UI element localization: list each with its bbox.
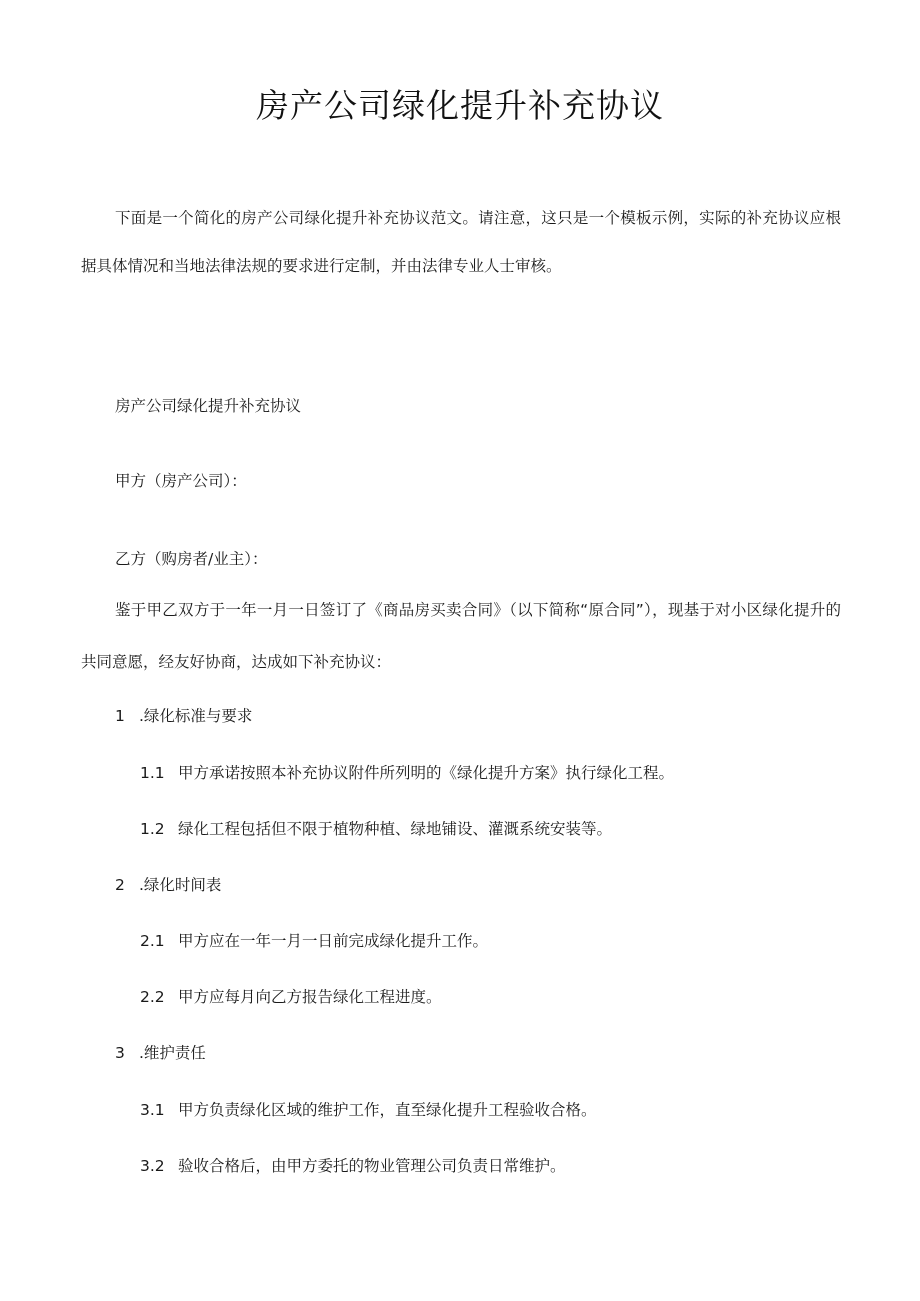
section-number: 2: [115, 876, 125, 894]
party-b-line: 乙方（购房者/业主）：: [115, 550, 268, 568]
preamble-paragraph: 鉴于甲乙双方于一年一月一日签订了《商品房买卖合同》（以下简称“原合同”），现基于对小区绿化提升的共同意愿，经友好协商，达成如下补充协议：: [81, 601, 841, 671]
document-title: 房产公司绿化提升补充协议: [256, 86, 664, 125]
section-heading-text: .维护责任: [139, 1044, 206, 1062]
clause-number: 3.1: [140, 1101, 165, 1119]
section-heading: [115, 873, 221, 895]
clause-text: 绿化工程包括但不限于植物种植、绿地铺设、灌溉系统安装等。: [178, 820, 613, 838]
intro-paragraph: 下面是一个简化的房产公司绿化提升补充协议范文。请注意，这只是一个模板示例，实际的补充协议应根据具体情况和当地法律法规的要求进行定制，并由法律专业人士审核。: [81, 209, 841, 275]
clause-text: 甲方负责绿化区域的维护工作，直至绿化提升工程验收合格。: [178, 1101, 597, 1119]
clause-number: 2.1: [140, 932, 165, 950]
section-number: 3: [115, 1044, 125, 1062]
section-heading: [115, 1041, 206, 1063]
clause-line: [140, 1098, 597, 1120]
clause-number: 1.1: [140, 764, 165, 782]
clause-line: [140, 985, 442, 1007]
section-heading: [115, 704, 252, 726]
agreement-title: 房产公司绿化提升补充协议: [115, 397, 302, 415]
clause-text: 甲方应每月向乙方报告绿化工程进度。: [178, 988, 442, 1006]
clause-text: 甲方应在一年一月一日前完成绿化提升工作。: [178, 932, 489, 950]
section-number: 1: [115, 707, 125, 725]
party-a-line: 甲方（房产公司）：: [115, 472, 247, 490]
clause-line: [140, 817, 612, 839]
clause-line: [140, 761, 674, 783]
clause-number: 2.2: [140, 988, 165, 1006]
clause-line: [140, 1154, 566, 1176]
clause-text: 甲方承诺按照本补充协议附件所列明的《绿化提升方案》执行绿化工程。: [178, 764, 675, 782]
section-heading-text: .绿化时间表: [139, 876, 222, 894]
clause-number: 3.2: [140, 1157, 165, 1175]
section-heading-text: .绿化标准与要求: [139, 707, 253, 725]
clause-text: 验收合格后，由甲方委托的物业管理公司负责日常维护。: [178, 1157, 566, 1175]
clause-line: [140, 929, 488, 951]
clause-number: 1.2: [140, 820, 165, 838]
